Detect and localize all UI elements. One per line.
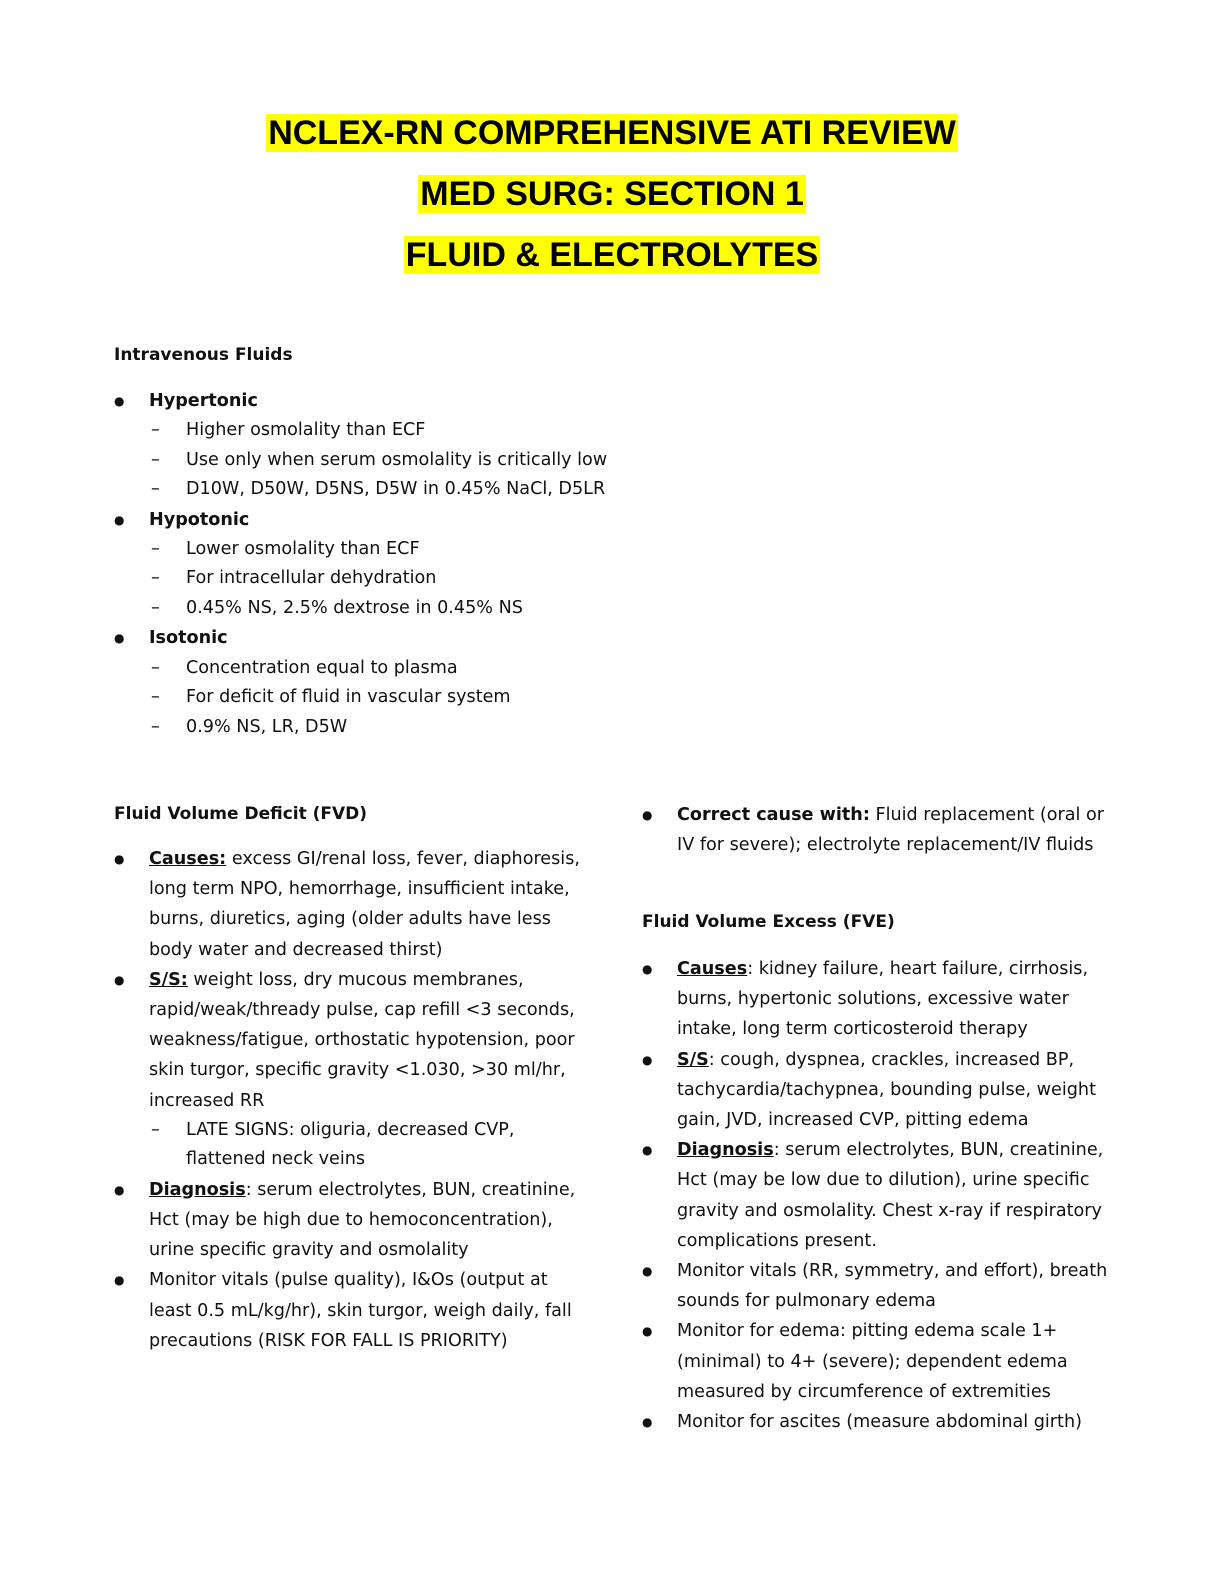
bullet-icon: ● — [642, 808, 653, 822]
fvd-correct-text: Fluid replacement (oral or IV for severe); electrolyte replacement/IV fluids — [677, 805, 1105, 856]
bullet-icon: ● — [642, 1415, 653, 1430]
dash-icon: – — [151, 657, 160, 678]
iv-group-label: Hypertonic — [149, 391, 258, 411]
bullet-icon: ● — [642, 962, 653, 976]
list-item — [114, 386, 714, 505]
bullet-icon: ● — [114, 1273, 125, 1288]
dash-icon: – — [151, 1119, 160, 1140]
title-text-3: FLUID & ELECTROLYTES — [405, 236, 819, 274]
fvd-causes-text: excess GI/renal loss, fever, diaphoresis, long term NPO, hemorrhage, insufficient intake, burns, diuretics, aging (older adults have less body water and decreased thirst) — [149, 849, 580, 960]
list-item — [114, 475, 714, 505]
list-item — [114, 623, 714, 742]
fve-list — [642, 954, 1112, 1437]
title-text-1: NCLEX-RN COMPREHENSIVE ATI REVIEW — [268, 114, 956, 152]
list-item — [642, 1316, 1112, 1407]
iv-group-label: Hypotonic — [149, 509, 250, 530]
list-text: For deficit of fluid in vascular system — [186, 687, 511, 708]
bullet-icon: ● — [642, 1143, 653, 1158]
dash-icon: – — [151, 479, 160, 500]
title-line-1 — [0, 112, 1224, 173]
list-item — [114, 1175, 584, 1266]
fvd-heading: Fluid Volume Deficit (FVD) — [114, 804, 368, 824]
bullet-icon: ● — [114, 631, 125, 646]
list-item — [114, 844, 584, 965]
fvd-ss-label: S/S: — [149, 969, 188, 990]
list-item — [642, 1135, 1112, 1256]
list-item — [642, 1407, 1112, 1437]
fve-causes-label: Causes — [677, 959, 748, 979]
fve-heading: Fluid Volume Excess (FVE) — [642, 912, 895, 932]
iv-list — [114, 386, 714, 742]
list-item — [149, 1116, 584, 1175]
bullet-icon: ● — [114, 972, 125, 987]
fvd-list — [114, 844, 584, 1356]
list-text: For intracellular dehydration — [186, 568, 437, 589]
fve-ss-label: S/S — [677, 1049, 709, 1070]
fve-causes-text: : kidney failure, heart failure, cirrhosis, burns, hypertonic solutions, excessive water intake, long term corticosteroid therapy — [677, 959, 1089, 1040]
fve-monitor-2: Monitor for edema: pitting edema scale 1+ (minimal) to 4+ (severe); dependent edema measured by circumference of extremities — [677, 1321, 1068, 1402]
list-item — [114, 713, 714, 743]
list-text: Higher osmolality than ECF — [186, 420, 426, 441]
list-item — [114, 505, 714, 624]
bullet-icon: ● — [642, 1264, 653, 1279]
fve-diagnosis-label: Diagnosis — [677, 1140, 774, 1161]
list-item — [642, 1045, 1112, 1136]
title-line-2 — [0, 173, 1224, 234]
bullet-icon: ● — [642, 1052, 653, 1067]
fvd-diagnosis-label: Diagnosis — [149, 1179, 246, 1200]
dash-icon: – — [151, 568, 160, 589]
list-item — [114, 535, 714, 565]
bullet-icon: ● — [114, 852, 125, 866]
bullet-icon: ● — [114, 394, 125, 408]
title-line-3 — [0, 234, 1224, 295]
list-item — [642, 1256, 1112, 1316]
fvd-correct-label: Correct cause with: — [677, 805, 870, 825]
list-item — [114, 683, 714, 713]
bullet-icon: ● — [642, 1324, 653, 1339]
fve-monitor-3: Monitor for ascites (measure abdominal girth) — [677, 1412, 1082, 1433]
fve-ss-text: : cough, dyspnea, crackles, increased BP, tachycardia/tachypnea, bounding pulse, weight gain, JVD, increased CVP, pitting edema — [677, 1049, 1096, 1131]
list-text: Lower osmolality than ECF — [186, 538, 420, 559]
bullet-icon: ● — [114, 512, 125, 527]
list-item — [642, 954, 1112, 1045]
list-text: D10W, D50W, D5NS, D5W in 0.45% NaCl, D5LR — [186, 479, 606, 500]
list-item — [114, 446, 714, 476]
dash-icon: – — [151, 538, 160, 559]
list-item — [114, 965, 584, 1175]
fvd-diagnosis-text: : serum electrolytes, BUN, creatinine, Hct (may be high due to hemoconcentration), urine specific gravity and osmolality — [149, 1179, 576, 1261]
fvd-monitor: Monitor vitals (pulse quality), I&Os (output at least 0.5 mL/kg/hr), skin turgor, weigh daily, fall precautions (RISK FOR FALL IS PRIORITY) — [149, 1270, 572, 1351]
iv-group-label: Isotonic — [149, 628, 228, 649]
list-item — [114, 654, 714, 684]
list-item — [114, 1265, 584, 1356]
bullet-icon: ● — [114, 1182, 125, 1197]
dash-icon: – — [151, 687, 160, 708]
iv-heading: Intravenous Fluids — [114, 345, 293, 365]
list-text: Use only when serum osmolality is critically low — [186, 449, 608, 470]
list-text: 0.45% NS, 2.5% dextrose in 0.45% NS — [186, 597, 523, 618]
fve-diagnosis-text: : serum electrolytes, BUN, creatinine, Hct (may be low due to dilution), urine specific gravity and osmolality. Chest x-ray if respiratory complications present. — [677, 1140, 1104, 1251]
dash-icon: – — [151, 449, 160, 470]
fvd-causes-label: Causes: — [149, 849, 227, 869]
document-title-block — [0, 112, 1224, 295]
list-item — [114, 564, 714, 594]
list-item — [114, 594, 714, 624]
list-item — [642, 800, 1112, 860]
dash-icon: – — [151, 716, 160, 737]
fvd-ss-text: weight loss, dry mucous membranes, rapid/weak/thready pulse, cap refill <3 seconds, weakness/fatigue, orthostatic hypotension, poor skin turgor, specific gravity <1.030, >30 ml/hr, increased RR — [149, 969, 575, 1111]
title-text-2: MED SURG: SECTION 1 — [420, 175, 804, 213]
fvd-late-signs: LATE SIGNS: oliguria, decreased CVP, flattened neck veins — [186, 1119, 515, 1170]
list-text: 0.9% NS, LR, D5W — [186, 716, 348, 737]
fvd-correct-list — [642, 800, 1112, 860]
dash-icon: – — [151, 597, 160, 618]
dash-icon: – — [151, 420, 160, 441]
list-text: Concentration equal to plasma — [186, 657, 458, 678]
fve-monitor-1: Monitor vitals (RR, symmetry, and effort), breath sounds for pulmonary edema — [677, 1261, 1108, 1312]
list-item — [114, 416, 714, 446]
